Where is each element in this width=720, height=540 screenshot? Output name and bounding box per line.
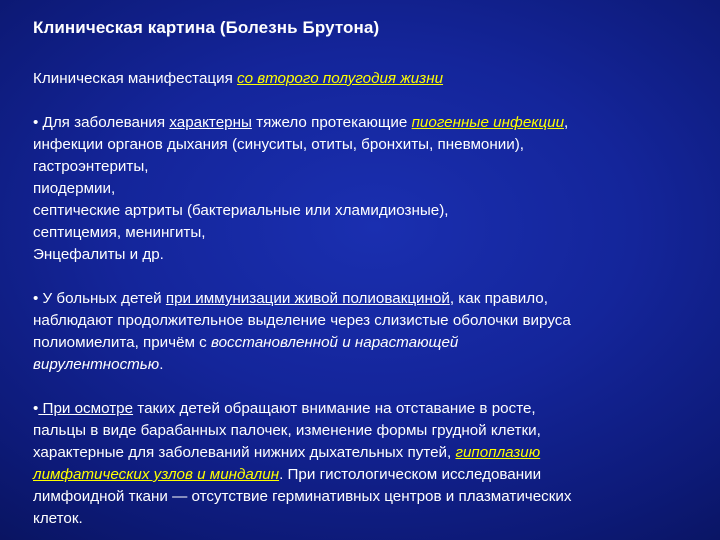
immunization-paragraph [33,288,709,376]
examination-bullet: • [33,400,39,417]
spacer [33,266,709,288]
poliomyelitis-text: полиомиелита, причём с [33,334,211,351]
pyogenic-infections-highlight: пиогенные инфекции [411,114,565,131]
examination-underlined: При осмотре [38,400,134,417]
spacer [33,90,709,112]
lower-airway-text: характерные для заболеваний нижних дыхательных путей, [33,444,456,461]
infections-characteristic: характерны [169,114,252,131]
lymph-nodes-highlight: лимфатических узлов и миндалин [33,466,280,483]
infections-comma: , [564,114,569,131]
slide-title: Клиническая картина (Болезнь Брутона) [33,18,380,37]
gastroenteritis-line: гастроэнтериты, [33,158,149,175]
manifestation-line [33,68,709,90]
slide-body [33,68,709,530]
immunization-underlined: при иммунизации живой полиовакциной [165,290,450,307]
infections-lead: • Для заболевания [33,114,170,131]
spacer [33,376,709,398]
germinal-centers-line: лимфоидной ткани — отсутствие герминативных центров и плазматических [33,488,572,505]
examination-paragraph [33,398,709,530]
infections-severe: тяжело протекающие [251,114,412,131]
septicemia-line: септицемия, менингиты, [33,224,206,241]
immunization-tail: , как правило, [449,290,548,307]
encephalitis-line: Энцефалиты и др. [33,246,164,263]
manifestation-highlight: со второго полугодия жизни [237,70,444,87]
clubbing-line: пальцы в виде барабанных палочек, изменение формы грудной клетки, [33,422,541,439]
virus-shedding-line: наблюдают продолжительное выделение через слизистые оболочки вируса [33,312,571,329]
restored-virulence-italic: восстановленной и нарастающей [211,334,459,351]
septic-arthritis-line: септические артриты (бактериальные или хламидиозные), [33,202,449,219]
manifestation-prefix: Клиническая манифестация [33,70,238,87]
growth-delay-text: таких детей обращают внимание на отставание в росте, [133,400,536,417]
infections-paragraph [33,112,709,266]
cells-line: клеток. [33,510,83,527]
virulence-italic: вирулентностью [33,356,160,373]
virulence-period: . [159,356,164,373]
pyoderma-line: пиодермии, [33,180,116,197]
histology-text: . При гистологическом исследовании [279,466,542,483]
immunization-lead: • У больных детей [33,290,166,307]
respiratory-infections-line: инфекции органов дыхания (синуситы, отиты, бронхиты, пневмонии), [33,136,525,153]
hypoplasia-highlight: гипоплазию [455,444,541,461]
